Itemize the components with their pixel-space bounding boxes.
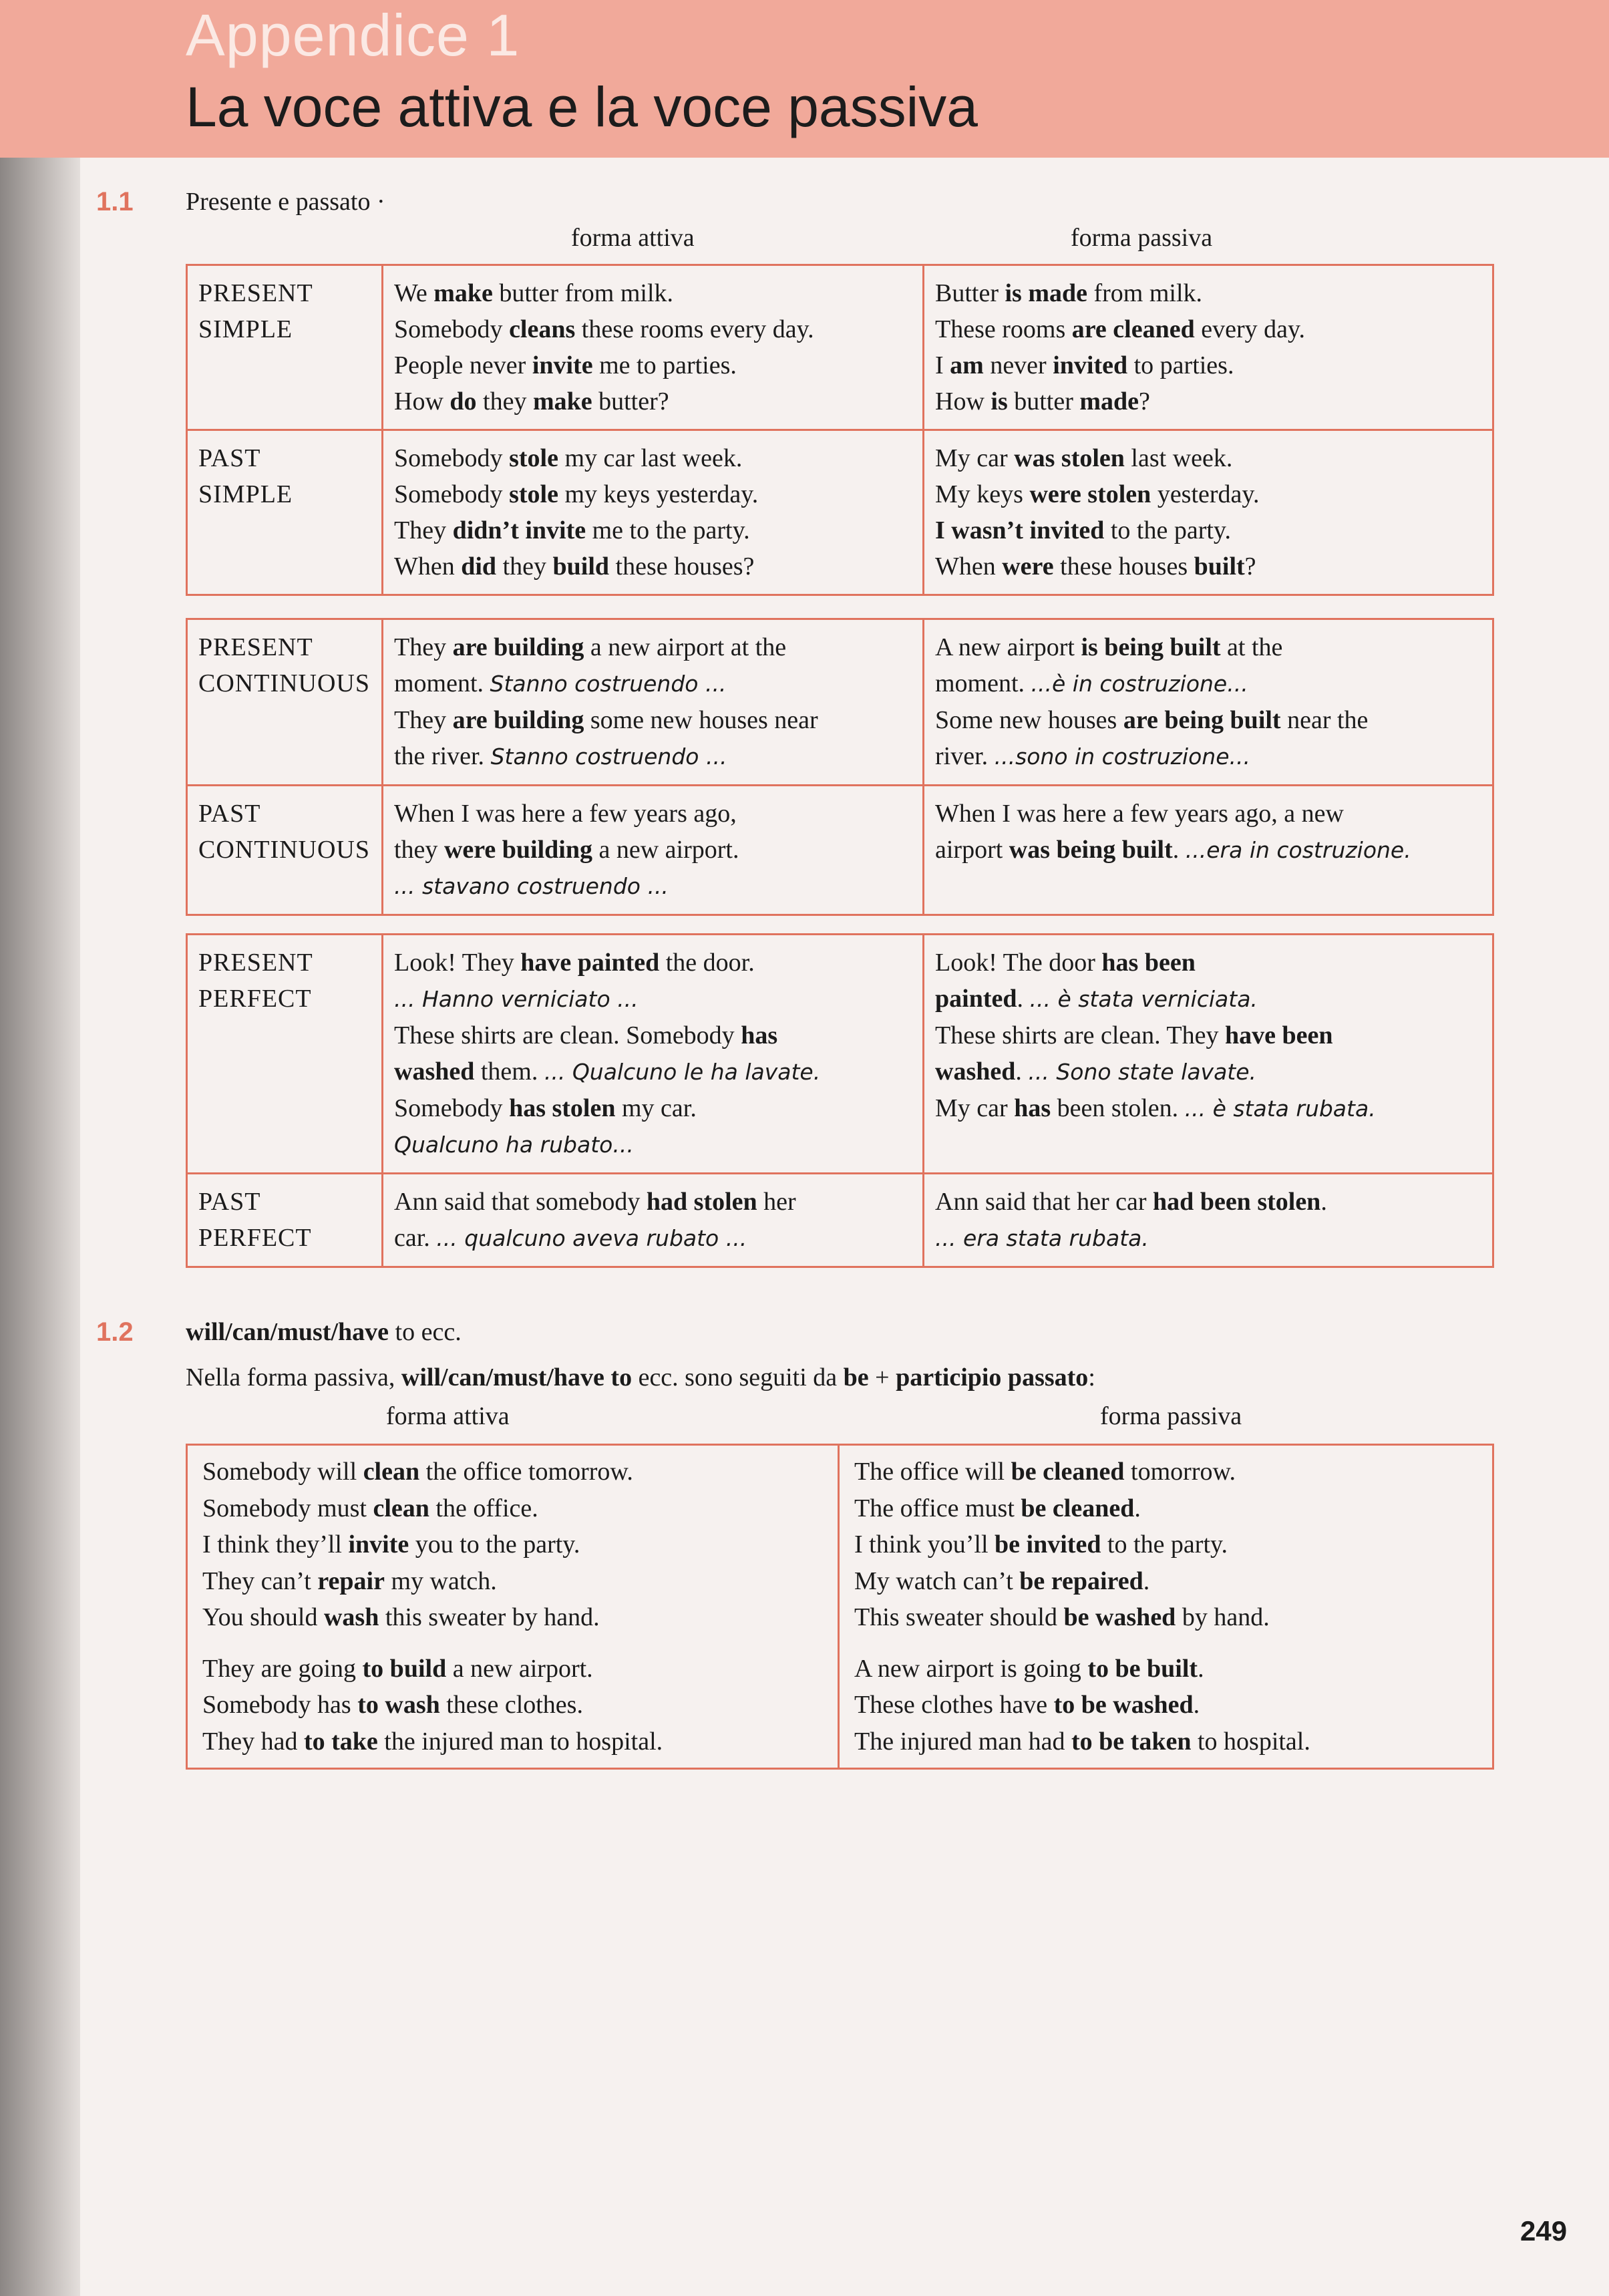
text-run: Some new houses (935, 706, 1123, 734)
bold-text: washed (935, 1057, 1016, 1086)
modal-passive-table (186, 1444, 1494, 1770)
example-sentence (202, 1454, 823, 1490)
tense-label-word: PERFECT (198, 985, 312, 1013)
bold-text: be invited (995, 1530, 1101, 1559)
table-row (187, 430, 1493, 595)
text-run: ? (1139, 387, 1150, 416)
passive-form-cell (924, 1174, 1493, 1267)
column-heading-passive: forma passiva (1100, 1402, 1242, 1430)
passive-form-cell (924, 935, 1493, 1174)
text-run: my watch. (384, 1567, 497, 1595)
bold-text: has been (1101, 949, 1196, 977)
text-run: to the party. (1104, 516, 1231, 544)
example-sentence (202, 1599, 823, 1636)
passive-form-cell (924, 265, 1493, 430)
text-run: Somebody must (202, 1494, 373, 1522)
text-run: these rooms every day. (575, 315, 814, 343)
italian-translation: ...è in costruzione... (1031, 671, 1248, 697)
text-run: tomorrow. (1124, 1458, 1236, 1486)
tense-label-word: PAST (198, 444, 261, 472)
active-form-cell (383, 265, 924, 430)
text-run: butter? (592, 387, 669, 416)
bold-text: invited (1053, 351, 1128, 379)
text-run: my keys yesterday. (558, 480, 759, 508)
example-sentence (394, 945, 912, 981)
text-run: you to the party. (409, 1530, 580, 1559)
bold-text: participio passato (896, 1363, 1089, 1391)
example-sentence (854, 1526, 1477, 1563)
bold-text: build (552, 552, 610, 581)
text-run: These shirts are clean. Somebody (394, 1021, 741, 1049)
text-run: Ann said that her car (935, 1188, 1153, 1216)
tense-label-word: CONTINUOUS (198, 669, 370, 697)
italian-translation: ... Sono state lavate. (1028, 1059, 1257, 1085)
italian-translation: ... Qualcuno le ha lavate. (544, 1059, 821, 1085)
active-form-cell (383, 1174, 924, 1267)
italian-translation: ... è stata rubata. (1184, 1096, 1376, 1122)
bold-text: is being built (1081, 633, 1221, 661)
text-run: They can’t (202, 1567, 318, 1595)
text-run: the river. (394, 742, 491, 770)
bold-text: clean (363, 1458, 420, 1486)
table-row (187, 935, 1493, 1174)
active-form-cell (383, 935, 924, 1174)
example-sentence (202, 1687, 823, 1724)
bold-text: cleans (509, 315, 576, 343)
bold-text: is made (1005, 279, 1087, 307)
text-run: + (868, 1363, 896, 1391)
text-run: Nella forma passiva, (186, 1363, 401, 1391)
bold-text: is (991, 387, 1008, 416)
active-column (187, 1445, 839, 1769)
example-sentence (394, 1090, 912, 1126)
text-run: the office tomorrow. (419, 1458, 633, 1486)
text-run: this sweater by hand. (379, 1603, 600, 1631)
bold-text: will/can/must/have to (401, 1363, 633, 1391)
example-sentence (854, 1687, 1477, 1724)
bold-text: to be washed (1053, 1691, 1194, 1719)
text-run: these houses (1053, 552, 1194, 581)
text-run: They are going (202, 1654, 363, 1683)
bold-text: painted (935, 985, 1017, 1013)
bold-text: had stolen (646, 1188, 757, 1216)
bold-text: to build (362, 1654, 447, 1683)
example-sentence (935, 1053, 1481, 1090)
bold-text: repair (317, 1567, 385, 1595)
bold-text: built (1194, 552, 1245, 581)
active-form-cell (383, 786, 924, 915)
text-run: a new airport. (446, 1654, 593, 1683)
section-number-1-1: 1.1 (96, 187, 134, 216)
text-run: The office will (854, 1458, 1011, 1486)
section-intro (186, 1363, 1095, 1392)
appendix-label: Appendice 1 (186, 2, 520, 68)
example-sentence (394, 738, 912, 775)
text-run: these houses? (609, 552, 755, 581)
example-sentence (202, 1724, 823, 1760)
bold-text: clean (373, 1494, 429, 1522)
text-run: We (394, 279, 434, 307)
bold-text: made (1079, 387, 1139, 416)
text-run: to ecc. (389, 1318, 462, 1346)
text-run: these clothes. (439, 1691, 583, 1719)
text-run: me to the party. (586, 516, 750, 544)
tense-label (187, 935, 383, 1174)
active-form-cell (383, 619, 924, 786)
text-run: ? (1244, 552, 1256, 581)
example-sentence (854, 1599, 1477, 1636)
bold-text: am (950, 351, 984, 379)
tense-label (187, 1174, 383, 1267)
text-run: People never (394, 351, 532, 379)
tense-label-word: PRESENT (198, 949, 313, 977)
example-sentence (935, 383, 1481, 420)
table-row (187, 619, 1493, 786)
bold-text: stole (509, 444, 558, 472)
section-title-1-1: Presente e passato · (186, 188, 385, 216)
bold-text: has (1014, 1094, 1051, 1122)
bold-text: will/can/must/have (186, 1318, 389, 1346)
bold-text: I wasn’t invited (935, 516, 1105, 544)
example-sentence (935, 629, 1481, 665)
text-run: They had (202, 1727, 304, 1756)
text-run: moment. (935, 669, 1031, 697)
text-run: a new airport. (592, 836, 739, 864)
example-sentence (935, 548, 1481, 585)
bold-text: invite (532, 351, 593, 379)
example-sentence (394, 832, 912, 868)
text-run: . (1017, 985, 1030, 1013)
bold-text: stole (509, 480, 558, 508)
text-run: me to parties. (592, 351, 737, 379)
chapter-header (0, 0, 1609, 158)
example-sentence (394, 383, 912, 420)
example-sentence (935, 981, 1481, 1017)
example-sentence (935, 945, 1481, 981)
text-run: Somebody (394, 444, 510, 472)
text-run: My car (935, 1094, 1015, 1122)
column-heading-active: forma attiva (386, 1402, 510, 1430)
example-sentence (394, 347, 912, 383)
bold-text: be cleaned (1021, 1494, 1135, 1522)
tense-label (187, 786, 383, 915)
text-run: They (394, 633, 453, 661)
text-run: . (1320, 1188, 1327, 1216)
text-run: my car last week. (558, 444, 743, 472)
example-sentence (394, 629, 912, 665)
text-run: The injured man had (854, 1727, 1072, 1756)
example-sentence (854, 1651, 1477, 1687)
text-run: car. (394, 1224, 437, 1252)
text-run: from milk. (1087, 279, 1203, 307)
example-sentence (394, 796, 912, 832)
example-sentence (854, 1454, 1477, 1490)
example-sentence (935, 796, 1481, 832)
text-run: my car. (615, 1094, 697, 1122)
example-sentence (394, 1017, 912, 1053)
text-run: My watch can’t (854, 1567, 1020, 1595)
text-run: I think you’ll (854, 1530, 995, 1559)
tense-label-word: PRESENT (198, 633, 313, 661)
tense-label-word: PAST (198, 1188, 261, 1216)
text-run: to parties. (1127, 351, 1234, 379)
text-run: When (935, 552, 1003, 581)
example-sentence (935, 702, 1481, 738)
italian-translation: ... è stata verniciata. (1029, 986, 1258, 1012)
text-run: . (1193, 1691, 1200, 1719)
text-run: by hand. (1176, 1603, 1270, 1631)
tense-label-word: CONTINUOUS (198, 836, 370, 864)
text-run: yesterday. (1151, 480, 1260, 508)
bold-text: has (741, 1021, 778, 1049)
bold-text: have been (1225, 1021, 1333, 1049)
passive-column (839, 1445, 1493, 1769)
text-run: near the (1280, 706, 1369, 734)
bold-text: make (532, 387, 592, 416)
bold-text: are being built (1123, 706, 1281, 734)
tense-label-word: SIMPLE (198, 315, 293, 343)
text-run: They (394, 706, 453, 734)
text-run: Butter (935, 279, 1005, 307)
table-row (187, 786, 1493, 915)
italian-translation: ...era in costruzione. (1185, 837, 1411, 863)
text-run: These shirts are clean. They (935, 1021, 1226, 1049)
text-run: they (476, 387, 533, 416)
active-form-cell (383, 430, 924, 595)
example-sentence (935, 476, 1481, 512)
spacer (202, 1636, 823, 1651)
text-run: river. (935, 742, 995, 770)
example-sentence (202, 1563, 823, 1600)
text-run: they (496, 552, 553, 581)
page-gutter-shadow (0, 0, 80, 2296)
column-heading-active: forma attiva (571, 224, 695, 252)
text-run: This sweater should (854, 1603, 1064, 1631)
example-sentence (394, 548, 912, 585)
example-sentence (935, 1220, 1481, 1257)
page-title: La voce attiva e la voce passiva (186, 75, 978, 138)
example-sentence (394, 1126, 912, 1163)
text-run: When I was here a few years ago, (394, 800, 737, 828)
bold-text: to wash (357, 1691, 440, 1719)
text-run: They (394, 516, 453, 544)
example-sentence (935, 1090, 1481, 1127)
example-sentence (935, 738, 1481, 775)
column-heading-passive: forma passiva (1071, 224, 1213, 252)
text-run: I (935, 351, 950, 379)
text-run: My keys (935, 480, 1030, 508)
example-sentence (394, 311, 912, 347)
text-run: These rooms (935, 315, 1072, 343)
bold-text: invite (348, 1530, 409, 1559)
tense-table-simple (186, 264, 1494, 596)
text-run: every day. (1194, 315, 1306, 343)
bold-text: are building (452, 706, 584, 734)
text-run: I think they’ll (202, 1530, 349, 1559)
text-run: . (1172, 836, 1186, 864)
bold-text: wash (323, 1603, 379, 1631)
text-run: they (394, 836, 444, 864)
example-sentence (935, 1184, 1481, 1220)
bold-text: to be taken (1071, 1727, 1192, 1756)
example-sentence (854, 1724, 1477, 1760)
text-run: Look! They (394, 949, 521, 977)
text-run: Somebody (394, 480, 510, 508)
italian-translation: Stanno costruendo ... (490, 671, 727, 697)
text-run: the door. (659, 949, 755, 977)
example-sentence (394, 275, 912, 311)
passive-form-cell (924, 430, 1493, 595)
passive-form-cell (924, 786, 1493, 915)
spacer (854, 1636, 1477, 1651)
bold-text: didn’t invite (452, 516, 586, 544)
text-run: at the (1220, 633, 1283, 661)
text-run: How (935, 387, 991, 416)
example-sentence (394, 1184, 912, 1220)
bold-text: be cleaned (1011, 1458, 1125, 1486)
text-run: Somebody (394, 1094, 510, 1122)
text-run: How (394, 387, 450, 416)
example-sentence (854, 1563, 1477, 1600)
bold-text: had been stolen (1153, 1188, 1321, 1216)
text-run: some new houses near (584, 706, 818, 734)
bold-text: were building (443, 836, 592, 864)
italian-translation: ... Hanno verniciato ... (394, 986, 639, 1012)
text-run: Somebody has (202, 1691, 358, 1719)
text-run: a new airport at the (584, 633, 787, 661)
text-run: The office must (854, 1494, 1021, 1522)
text-run: butter (1007, 387, 1080, 416)
section-title-1-2 (186, 1317, 462, 1347)
example-sentence (394, 512, 912, 548)
text-run: My car (935, 444, 1015, 472)
bold-text: have painted (520, 949, 660, 977)
example-sentence (935, 512, 1481, 548)
example-sentence (935, 311, 1481, 347)
text-run: her (757, 1188, 796, 1216)
text-run: the office. (429, 1494, 538, 1522)
text-run: . (1143, 1567, 1150, 1595)
example-sentence (935, 832, 1481, 868)
italian-translation: Qualcuno ha rubato... (394, 1132, 634, 1158)
tense-table-continuous (186, 618, 1494, 916)
tense-table-perfect (186, 933, 1494, 1268)
text-run: You should (202, 1603, 324, 1631)
italian-translation: ... era stata rubata. (935, 1225, 1149, 1251)
tense-label-word: PAST (198, 800, 261, 828)
text-run: never (983, 351, 1053, 379)
bold-text: be repaired (1019, 1567, 1143, 1595)
text-run: A new airport is going (854, 1654, 1088, 1683)
text-run: . (1198, 1654, 1204, 1683)
text-run: These clothes have (854, 1691, 1054, 1719)
text-run: the injured man to hospital. (377, 1727, 663, 1756)
bold-text: was being built (1009, 836, 1173, 864)
bold-text: do (450, 387, 477, 416)
bold-text: were (1002, 552, 1054, 581)
example-sentence (935, 275, 1481, 311)
tense-label (187, 430, 383, 595)
bold-text: did (461, 552, 497, 581)
text-run: last week. (1124, 444, 1233, 472)
tense-label-word: PRESENT (198, 279, 313, 307)
bold-text: to take (303, 1727, 378, 1756)
tense-label (187, 619, 383, 786)
text-run: ecc. sono seguiti da (632, 1363, 844, 1391)
bold-text: has stolen (509, 1094, 616, 1122)
bold-text: are cleaned (1071, 315, 1195, 343)
table-row (187, 1174, 1493, 1267)
passive-form-cell (924, 619, 1493, 786)
example-sentence (394, 1053, 912, 1090)
example-sentence (394, 702, 912, 738)
section-number-1-2: 1.2 (96, 1317, 134, 1347)
tense-label-word: PERFECT (198, 1224, 312, 1252)
text-run: : (1088, 1363, 1095, 1391)
example-sentence (394, 868, 912, 905)
example-sentence (202, 1490, 823, 1527)
example-sentence (394, 440, 912, 476)
italian-translation: ... qualcuno aveva rubato ... (436, 1225, 747, 1251)
example-sentence (202, 1526, 823, 1563)
text-run: . (1134, 1494, 1141, 1522)
tense-label (187, 265, 383, 430)
example-sentence (935, 1017, 1481, 1053)
text-run: Ann said that somebody (394, 1188, 647, 1216)
example-sentence (935, 347, 1481, 383)
example-sentence (935, 665, 1481, 702)
text-run: airport (935, 836, 1009, 864)
table-row (187, 265, 1493, 430)
text-run: to hospital. (1191, 1727, 1310, 1756)
example-sentence (394, 476, 912, 512)
example-sentence (394, 981, 912, 1017)
example-sentence (935, 440, 1481, 476)
text-run: When I was here a few years ago, a new (935, 800, 1344, 828)
text-run: Look! The door (935, 949, 1102, 977)
bold-text: are building (452, 633, 584, 661)
text-run: butter from milk. (492, 279, 674, 307)
text-run: Somebody (394, 315, 510, 343)
bold-text: be washed (1063, 1603, 1176, 1631)
text-run: A new airport (935, 633, 1081, 661)
italian-translation: Stanno costruendo ... (490, 744, 727, 770)
bold-text: was stolen (1014, 444, 1125, 472)
tense-label-word: SIMPLE (198, 480, 293, 508)
text-run: When (394, 552, 462, 581)
example-sentence (202, 1651, 823, 1687)
bold-text: to be built (1087, 1654, 1198, 1683)
text-run: been stolen. (1051, 1094, 1185, 1122)
text-run: Somebody will (202, 1458, 363, 1486)
example-sentence (854, 1490, 1477, 1527)
page-number: 249 (1520, 2215, 1568, 2247)
text-run: . (1015, 1057, 1029, 1086)
bold-text: were stolen (1029, 480, 1151, 508)
italian-translation: ... stavano costruendo ... (394, 873, 669, 899)
bold-text: washed (394, 1057, 475, 1086)
italian-translation: ...sono in costruzione... (994, 744, 1250, 770)
bold-text: make (433, 279, 493, 307)
example-sentence (394, 1220, 912, 1257)
text-run: moment. (394, 669, 490, 697)
text-run: to the party. (1101, 1530, 1228, 1559)
example-sentence (394, 665, 912, 702)
bold-text: be (843, 1363, 869, 1391)
text-run: them. (474, 1057, 544, 1086)
